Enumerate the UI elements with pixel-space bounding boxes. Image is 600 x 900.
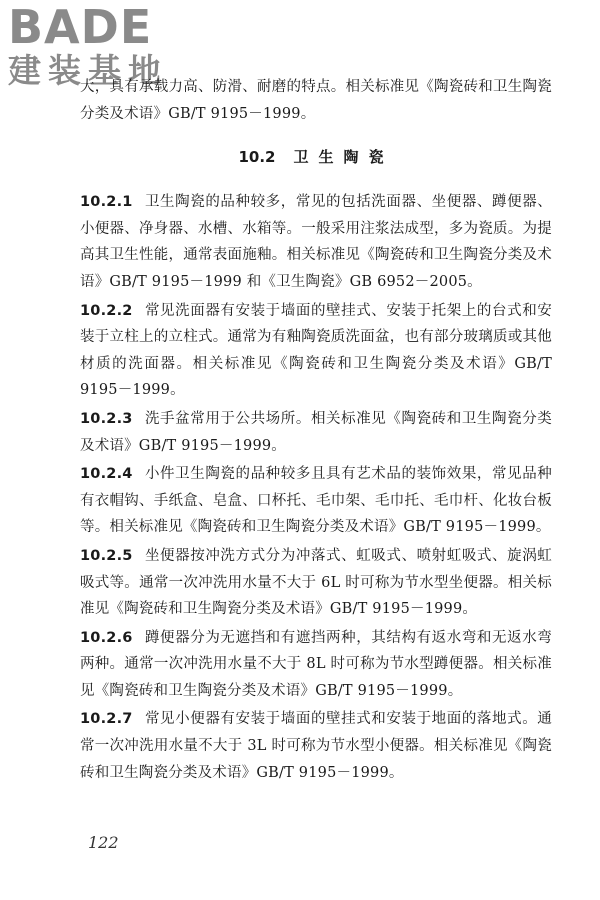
clause-text: 洗手盆常用于公共场所。相关标准见《陶瓷砖和卫生陶瓷分类及术语》GB/T 9195－1999。	[80, 410, 552, 454]
clause-text: 小件卫生陶瓷的品种较多且具有艺术品的装饰效果，常见品种有衣帽钩、手纸盒、皂盒、口杯托、毛巾架、毛巾托、毛巾杆、化妆台板等。相关标准见《陶瓷砖和卫生陶瓷分类及术语》GB/T 9195－1999。	[80, 466, 552, 536]
clause-10-2-1	[80, 189, 552, 295]
clause-text: 蹲便器分为无遮挡和有遮挡两种，其结构有返水弯和无返水弯两种。通常一次冲洗用水量不大于 8L 时可称为节水型蹲便器。相关标准见《陶瓷砖和卫生陶瓷分类及术语》GB/T 9195－1999。	[80, 629, 552, 699]
clause-text: 常见洗面器有安装于墙面的壁挂式、安装于托架上的台式和安装于立柱上的立柱式。通常为有釉陶瓷质洗面盆，也有部分玻璃质或其他材质的洗面器。相关标准见《陶瓷砖和卫生陶瓷分类及术语》GB/T 9195－1999。	[80, 302, 552, 399]
clause-10-2-3	[80, 406, 552, 459]
clause-10-2-2	[80, 298, 552, 404]
clause-text: 坐便器按冲洗方式分为冲落式、虹吸式、喷射虹吸式、旋涡虹吸式等。通常一次冲洗用水量不大于 6L 时可称为节水型坐便器。相关标准见《陶瓷砖和卫生陶瓷分类及术语》GB/T 9195－1999。	[80, 547, 552, 618]
page-number: 122	[88, 833, 119, 852]
watermark-latin: BADE	[8, 0, 153, 54]
clause-number: 10.2.3	[80, 410, 133, 427]
section-number: 10.2	[238, 148, 276, 167]
clause-text: 卫生陶瓷的品种较多，常见的包括洗面器、坐便器、蹲便器、小便器、净身器、水槽、水箱等。一般采用注浆法成型，多为瓷质。为提高其卫生性能，通常表面施釉。相关标准见《陶瓷砖和卫生陶瓷分类及术语》GB/T 9195－1999 和《卫生陶瓷》GB 6952－2005。	[80, 194, 552, 290]
clause-number: 10.2.6	[80, 629, 133, 646]
section-heading	[80, 145, 552, 169]
clause-number: 10.2.1	[80, 194, 133, 211]
clause-number: 10.2.5	[80, 547, 133, 564]
clause-text: 常见小便器有安装于墙面的壁挂式和安装于地面的落地式。通常一次冲洗用水量不大于 3L 时可称为节水型小便器。相关标准见《陶瓷砖和卫生陶瓷分类及术语》GB/T 9195－1999。	[80, 711, 552, 781]
section-title: 卫生陶瓷	[293, 148, 394, 167]
clause-10-2-7	[80, 706, 552, 786]
clause-number: 10.2.7	[80, 711, 133, 728]
clause-10-2-5	[80, 543, 552, 623]
page-content	[80, 74, 552, 788]
clause-10-2-6	[80, 625, 552, 705]
clause-number: 10.2.2	[80, 302, 133, 319]
watermark-cjk: 建装基地	[8, 51, 168, 90]
lead-paragraph: 大，具有承载力高、防滑、耐磨的特点。相关标准见《陶瓷砖和卫生陶瓷分类及术语》GB/T 9195－1999。	[80, 79, 552, 122]
clause-number: 10.2.4	[80, 466, 133, 483]
clause-10-2-4	[80, 461, 552, 541]
